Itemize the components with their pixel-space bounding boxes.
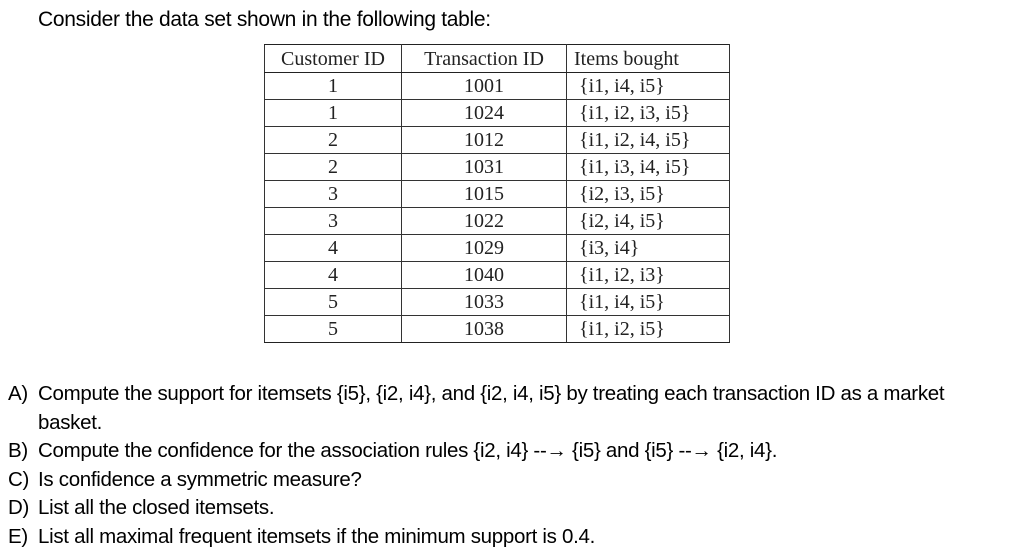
cell-transaction-id: 1022 — [402, 208, 567, 235]
question-c — [8, 466, 1008, 495]
cell-customer-id: 3 — [265, 208, 402, 235]
cell-items-bought: {i1, i2, i3, i5} — [567, 100, 730, 127]
cell-customer-id: 2 — [265, 127, 402, 154]
cell-items-bought: {i1, i2, i5} — [567, 316, 730, 343]
cell-transaction-id: 1029 — [402, 235, 567, 262]
cell-customer-id: 1 — [265, 100, 402, 127]
header-customer-id: Customer ID — [265, 45, 402, 73]
cell-transaction-id: 1015 — [402, 181, 567, 208]
cell-transaction-id: 1040 — [402, 262, 567, 289]
cell-customer-id: 5 — [265, 289, 402, 316]
cell-customer-id: 5 — [265, 316, 402, 343]
question-text: List all maximal frequent itemsets if the minimum support is 0.4. — [38, 525, 595, 548]
table-row — [265, 316, 730, 343]
cell-items-bought: {i1, i4, i5} — [567, 73, 730, 100]
transactions-table — [264, 44, 730, 343]
cell-items-bought: {i2, i3, i5} — [567, 181, 730, 208]
cell-items-bought: {i3, i4} — [567, 235, 730, 262]
table-row — [265, 73, 730, 100]
cell-transaction-id: 1033 — [402, 289, 567, 316]
question-marker: B) — [8, 437, 28, 466]
table-row — [265, 208, 730, 235]
question-b — [8, 437, 1008, 466]
question-marker: C) — [8, 466, 29, 495]
header-items-bought: Items bought — [567, 45, 730, 73]
cell-customer-id: 4 — [265, 262, 402, 289]
table-row — [265, 289, 730, 316]
cell-transaction-id: 1012 — [402, 127, 567, 154]
question-text: List all the closed itemsets. — [38, 496, 274, 519]
intro-text: Consider the data set shown in the following table: — [38, 8, 491, 32]
question-text: Compute the support for itemsets {i5}, {i2, i4}, and {i2, i4, i5} by treating each transaction ID as a market basket. — [38, 382, 944, 434]
cell-items-bought: {i1, i2, i4, i5} — [567, 127, 730, 154]
cell-transaction-id: 1024 — [402, 100, 567, 127]
question-a — [8, 380, 1008, 437]
cell-items-bought: {i2, i4, i5} — [567, 208, 730, 235]
cell-items-bought: {i1, i2, i3} — [567, 262, 730, 289]
cell-items-bought: {i1, i4, i5} — [567, 289, 730, 316]
cell-customer-id: 1 — [265, 73, 402, 100]
cell-transaction-id: 1031 — [402, 154, 567, 181]
table-row — [265, 181, 730, 208]
cell-transaction-id: 1038 — [402, 316, 567, 343]
question-d — [8, 494, 1008, 523]
question-text: Is confidence a symmetric measure? — [38, 468, 362, 491]
table-row — [265, 235, 730, 262]
cell-customer-id: 4 — [265, 235, 402, 262]
table-row — [265, 154, 730, 181]
question-marker: E) — [8, 523, 28, 551]
question-marker: D) — [8, 494, 29, 523]
table-row — [265, 127, 730, 154]
cell-customer-id: 3 — [265, 181, 402, 208]
question-list — [8, 380, 1008, 551]
question-marker: A) — [8, 380, 28, 409]
cell-items-bought: {i1, i3, i4, i5} — [567, 154, 730, 181]
table-row — [265, 262, 730, 289]
table-header-row — [265, 45, 730, 73]
header-transaction-id: Transaction ID — [402, 45, 567, 73]
question-text: Compute the confidence for the association rules {i2, i4} --→ {i5} and {i5} --→ {i2, i4}. — [38, 439, 777, 462]
table-row — [265, 100, 730, 127]
question-e — [8, 523, 1008, 551]
cell-transaction-id: 1001 — [402, 73, 567, 100]
cell-customer-id: 2 — [265, 154, 402, 181]
